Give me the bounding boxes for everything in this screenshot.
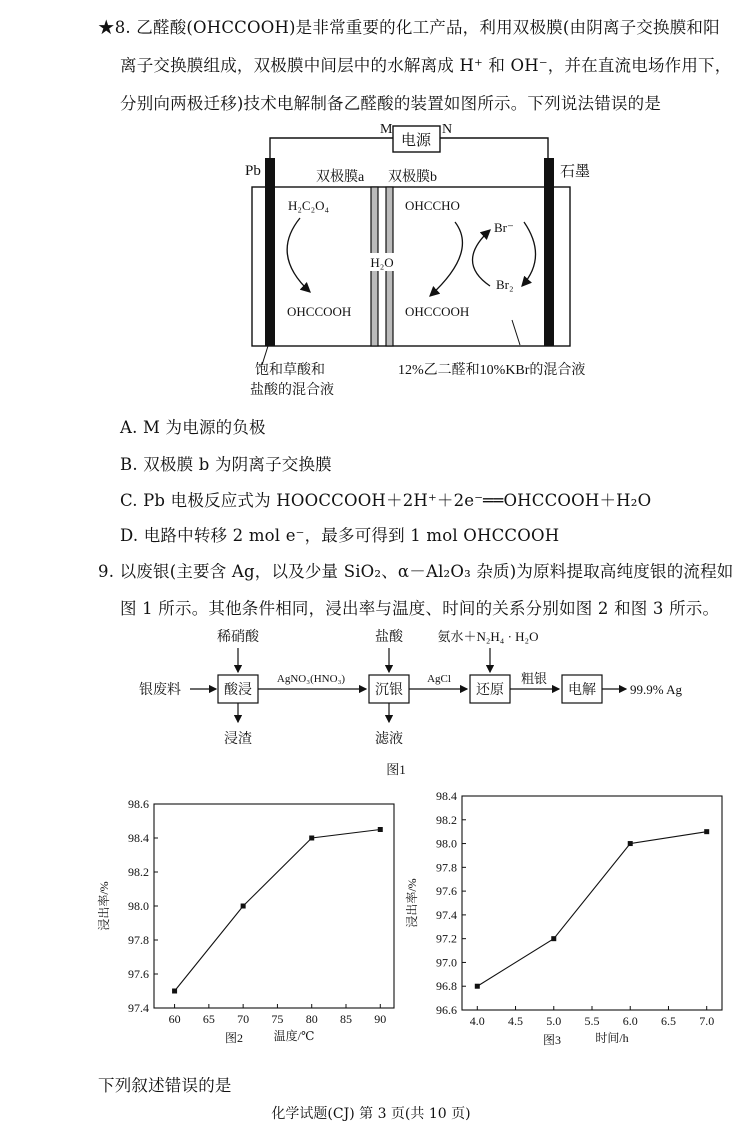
data-point xyxy=(378,827,383,832)
left-solution-label-1: 饱和草酸和 xyxy=(255,363,325,378)
x-tick-label: 5.5 xyxy=(584,1014,600,1028)
data-point xyxy=(704,829,709,834)
right-solution-label: 12%乙二醛和10%KBr的混合液 xyxy=(398,363,586,378)
x-tick-label: 4.0 xyxy=(469,1014,485,1028)
power-source-label: 电源 xyxy=(400,133,432,149)
series-line xyxy=(175,830,381,992)
flow-arrow2-label: AgCl xyxy=(427,673,451,685)
pb-label: Pb xyxy=(245,163,261,179)
figure-caption: 图2 xyxy=(224,1031,244,1045)
y-tick-label: 97.8 xyxy=(128,933,149,947)
y-tick-label: 97.2 xyxy=(436,931,457,946)
q8-option-c: C. Pb 电极反应式为 HOOCCOOH＋2H⁺＋2e⁻══OHCCOOH＋H₂O xyxy=(120,491,652,510)
graphite-electrode xyxy=(544,158,554,346)
q8-option-a: A. M 为电源的负极 xyxy=(120,418,266,437)
y-tick-label: 97.6 xyxy=(128,967,149,981)
left-solution-label-2: 盐酸的混合液 xyxy=(250,383,334,398)
bromine-cycle-arrow-1 xyxy=(473,230,491,286)
figure-caption: 图3 xyxy=(542,1033,562,1047)
q9-stem-line-1: 9. 以废银(主要含 Ag，以及少量 SiO₂、α－Al₂O₃ 杂质)为原料提取高纯度银的流程如 xyxy=(98,562,734,581)
data-point xyxy=(475,984,480,989)
y-axis-label: 浸出率/% xyxy=(405,878,419,928)
glyoxal-oxidation-arrow xyxy=(430,222,462,296)
pb-electrode xyxy=(265,158,275,346)
y-tick-label: 98.2 xyxy=(128,865,149,879)
q9-closing: 下列叙述错误的是 xyxy=(98,1076,232,1095)
data-point xyxy=(172,989,177,994)
left-reaction-arrow xyxy=(287,218,310,292)
y-tick-label: 97.0 xyxy=(436,955,457,970)
flow-input-reductant: 氨水＋N₂H₄ · H₂O xyxy=(437,629,539,644)
flow-box-acid-leach-label: 酸浸 xyxy=(224,683,252,698)
x-tick-label: 75 xyxy=(271,1012,284,1026)
q9-stem-line-2: 图 1 所示。其他条件相同，浸出率与温度、时间的关系分别如图 2 和图 3 所示。 xyxy=(120,599,720,618)
bromide-label: Br⁻ xyxy=(494,220,514,235)
x-tick-label: 85 xyxy=(340,1012,352,1026)
y-tick-label: 98.2 xyxy=(436,812,457,827)
x-tick-label: 60 xyxy=(168,1012,181,1026)
y-tick-label: 98.4 xyxy=(436,789,457,803)
chart-figure-2 xyxy=(92,790,402,1060)
data-point xyxy=(241,904,246,909)
x-tick-label: 6.5 xyxy=(660,1014,676,1028)
right-product-label: OHCCOOH xyxy=(405,304,470,319)
data-point xyxy=(551,936,556,941)
flow-input-nitric-acid: 稀硝酸 xyxy=(217,630,259,645)
flow-arrow1-label: AgNO₃(HNO₃) xyxy=(276,673,346,685)
y-tick-label: 98.6 xyxy=(128,797,149,811)
bromine-label: Br₂ xyxy=(496,277,514,292)
y-tick-label: 97.4 xyxy=(436,907,457,922)
y-tick-label: 98.4 xyxy=(128,831,149,845)
x-tick-label: 70 xyxy=(237,1012,250,1026)
plot-frame xyxy=(154,804,394,1008)
flow-box-reduction-label: 还原 xyxy=(476,683,504,698)
chart-figure-3 xyxy=(405,782,730,1060)
q8-option-d: D. 电路中转移 2 mol e⁻，最多可得到 1 mol OHCCOOH xyxy=(120,526,560,545)
x-tick-label: 6.0 xyxy=(622,1014,638,1028)
y-tick-label: 97.4 xyxy=(128,1001,149,1015)
x-tick-label: 90 xyxy=(374,1012,387,1026)
glyoxal-label: OHCCHO xyxy=(405,198,460,213)
x-axis-label: 温度/℃ xyxy=(273,1029,315,1043)
q8-stem-line-2: 离子交换膜组成，双极膜中间层中的水解离成 H⁺ 和 OH⁻，并在直流电场作用下， xyxy=(120,56,732,75)
data-point xyxy=(309,836,314,841)
x-tick-label: 4.5 xyxy=(508,1014,524,1028)
y-tick-label: 98.0 xyxy=(128,899,149,913)
series-line xyxy=(477,832,706,987)
x-tick-label: 5.0 xyxy=(546,1014,562,1028)
q8-stem-line-1: ★8. 乙醛酸(OHCCOOH)是非常重要的化工产品，利用双极膜(由阴离子交换膜和阳 xyxy=(98,18,720,37)
x-axis-label: 时间/h xyxy=(595,1031,629,1045)
process-flow-diagram xyxy=(0,620,742,780)
flow-output-filtrate: 滤液 xyxy=(375,732,403,747)
y-tick-label: 97.8 xyxy=(436,860,457,875)
membrane-a-label: 双极膜a xyxy=(316,170,365,185)
electrolysis-diagram xyxy=(0,115,742,405)
y-tick-label: 97.6 xyxy=(436,884,457,899)
q8-option-b: B. 双极膜 b 为阴离子交换膜 xyxy=(120,455,332,474)
oxalic-acid-label: H₂C₂O₄ xyxy=(288,198,330,213)
terminal-n-label: N xyxy=(442,122,453,137)
flow-feed-label: 银废料 xyxy=(139,683,181,698)
flow-product-label: 99.9% Ag xyxy=(630,682,682,697)
q8-stem-line-3: 分别向两极迁移)技术电解制备乙醛酸的装置如图所示。下列说法错误的是 xyxy=(120,94,662,113)
figure1-caption: 图1 xyxy=(386,762,406,777)
flow-output-residue: 浸渣 xyxy=(224,732,252,747)
y-tick-label: 96.8 xyxy=(436,979,457,994)
page-footer: 化学试题(CJ) 第 3 页(共 10 页) xyxy=(271,1106,471,1122)
terminal-m-label: M xyxy=(380,122,393,137)
flow-arrow3-label: 粗银 xyxy=(520,671,548,686)
data-point xyxy=(628,841,633,846)
y-tick-label: 98.0 xyxy=(436,836,457,851)
plot-frame xyxy=(462,796,722,1010)
flow-box-silver-precipitation-label: 沉银 xyxy=(375,683,403,698)
graphite-label: 石墨 xyxy=(560,164,591,180)
left-product-label: OHCCOOH xyxy=(287,304,352,319)
x-tick-label: 7.0 xyxy=(699,1014,715,1028)
flow-box-electrolysis-label: 电解 xyxy=(568,683,596,698)
x-tick-label: 65 xyxy=(202,1012,215,1026)
y-axis-label: 浸出率/% xyxy=(97,881,111,931)
membrane-b-label: 双极膜b xyxy=(388,170,437,185)
x-tick-label: 80 xyxy=(305,1012,318,1026)
flow-input-hcl: 盐酸 xyxy=(375,630,403,645)
bromine-cycle-arrow-2 xyxy=(522,222,536,286)
y-tick-label: 96.6 xyxy=(436,1003,457,1017)
water-label: H₂O xyxy=(370,255,394,270)
